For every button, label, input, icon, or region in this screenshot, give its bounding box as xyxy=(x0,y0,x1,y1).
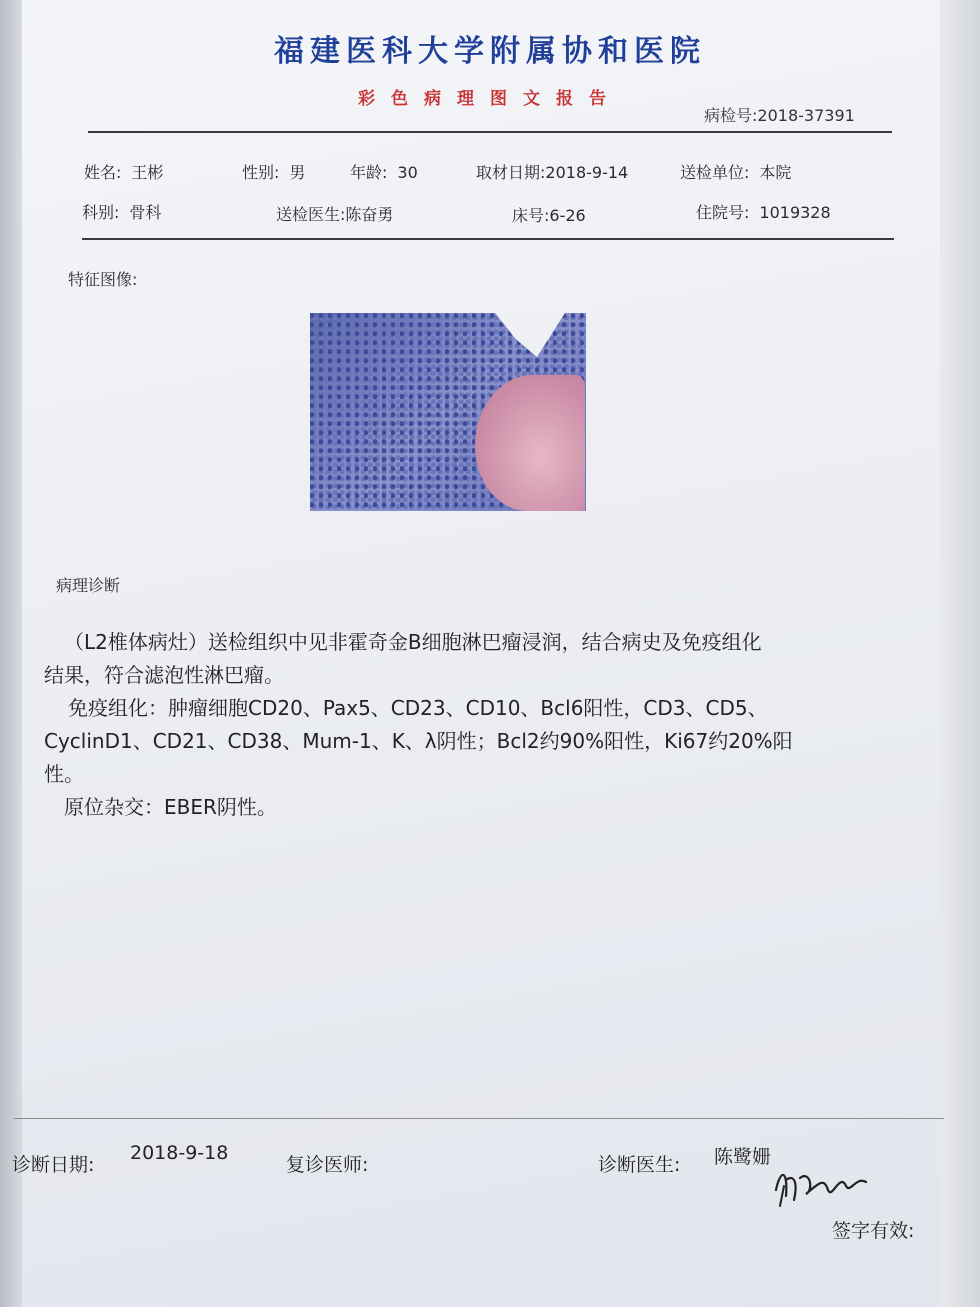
desk-edge-left xyxy=(0,0,22,1307)
header-bottom-rule xyxy=(82,238,894,240)
diag-doctor-name: 陈鹭姗 xyxy=(714,1146,772,1168)
field-sample-date-value: 2018-9-14 xyxy=(545,163,629,182)
field-admission-label: 住院号: xyxy=(696,203,750,222)
field-admission-value: 1019328 xyxy=(759,203,831,222)
field-gender-label: 性别: xyxy=(242,163,280,182)
field-name-value: 王彬 xyxy=(131,163,164,182)
field-unit-label: 送检单位: xyxy=(680,163,750,182)
diagnosis-line-2: 结果，符合滤泡性淋巴瘤。 xyxy=(44,663,284,687)
image-section-label: 特征图像: xyxy=(68,270,138,289)
signature-note: 签字有效: xyxy=(832,1220,915,1242)
diagnosis-line-5: 性。 xyxy=(44,762,84,786)
field-bed xyxy=(512,203,586,226)
field-sample-date xyxy=(476,160,628,183)
handwritten-signature xyxy=(770,1160,870,1208)
field-age-label: 年龄: xyxy=(350,163,388,182)
field-doctor xyxy=(276,202,393,225)
histology-tissue-gap xyxy=(495,313,565,357)
field-name xyxy=(84,160,163,183)
field-dept xyxy=(82,200,161,223)
field-gender xyxy=(242,160,305,183)
field-admission xyxy=(696,200,831,223)
diagnosis-label: 病理诊断 xyxy=(56,576,121,595)
field-name-label: 姓名: xyxy=(84,163,122,182)
histology-pink-stroma xyxy=(475,375,585,511)
field-sample-date-label: 取材日期: xyxy=(476,163,546,182)
diag-date-value: 2018-9-18 xyxy=(130,1142,229,1164)
field-unit xyxy=(680,160,791,183)
header-top-rule xyxy=(88,131,892,133)
case-number xyxy=(704,103,855,126)
field-unit-value: 本院 xyxy=(759,163,792,182)
field-doctor-value: 陈奋勇 xyxy=(345,205,394,224)
field-gender-value: 男 xyxy=(289,163,306,182)
field-bed-label: 床号: xyxy=(512,206,550,225)
diagnosis-line-6: 原位杂交：EBER阴性。 xyxy=(64,795,277,819)
field-doctor-label: 送检医生: xyxy=(276,205,346,224)
field-age-value: 30 xyxy=(397,163,418,182)
report-title: 彩色病理图文报告 xyxy=(358,89,622,109)
field-age xyxy=(350,160,418,183)
field-bed-value: 6-26 xyxy=(549,206,586,225)
diag-doctor-label: 诊断医生: xyxy=(598,1154,681,1176)
case-number-label: 病检号: xyxy=(704,106,758,125)
diagnosis-line-1: （L2椎体病灶）送检组织中见非霍奇金B细胞淋巴瘤浸润，结合病史及免疫组化 xyxy=(64,630,762,654)
case-number-value: 2018-37391 xyxy=(757,106,855,125)
paper-edge-right xyxy=(940,0,980,1307)
field-dept-value: 骨科 xyxy=(129,203,162,222)
hospital-name: 福建医科大学附属协和医院 xyxy=(274,34,706,69)
footer-rule xyxy=(14,1118,944,1119)
histology-image xyxy=(310,313,586,511)
diag-date-label: 诊断日期: xyxy=(12,1154,95,1176)
diagnosis-line-4: CyclinD1、CD21、CD38、Mum-1、K、λ阴性；Bcl2约90%阳性，Ki67约20%阳 xyxy=(44,729,793,753)
review-doctor-label: 复诊医师: xyxy=(286,1154,369,1176)
diagnosis-line-3: 免疫组化：肿瘤细胞CD20、Pax5、CD23、CD10、Bcl6阳性，CD3、CD5、 xyxy=(68,696,768,720)
field-dept-label: 科别: xyxy=(82,203,120,222)
